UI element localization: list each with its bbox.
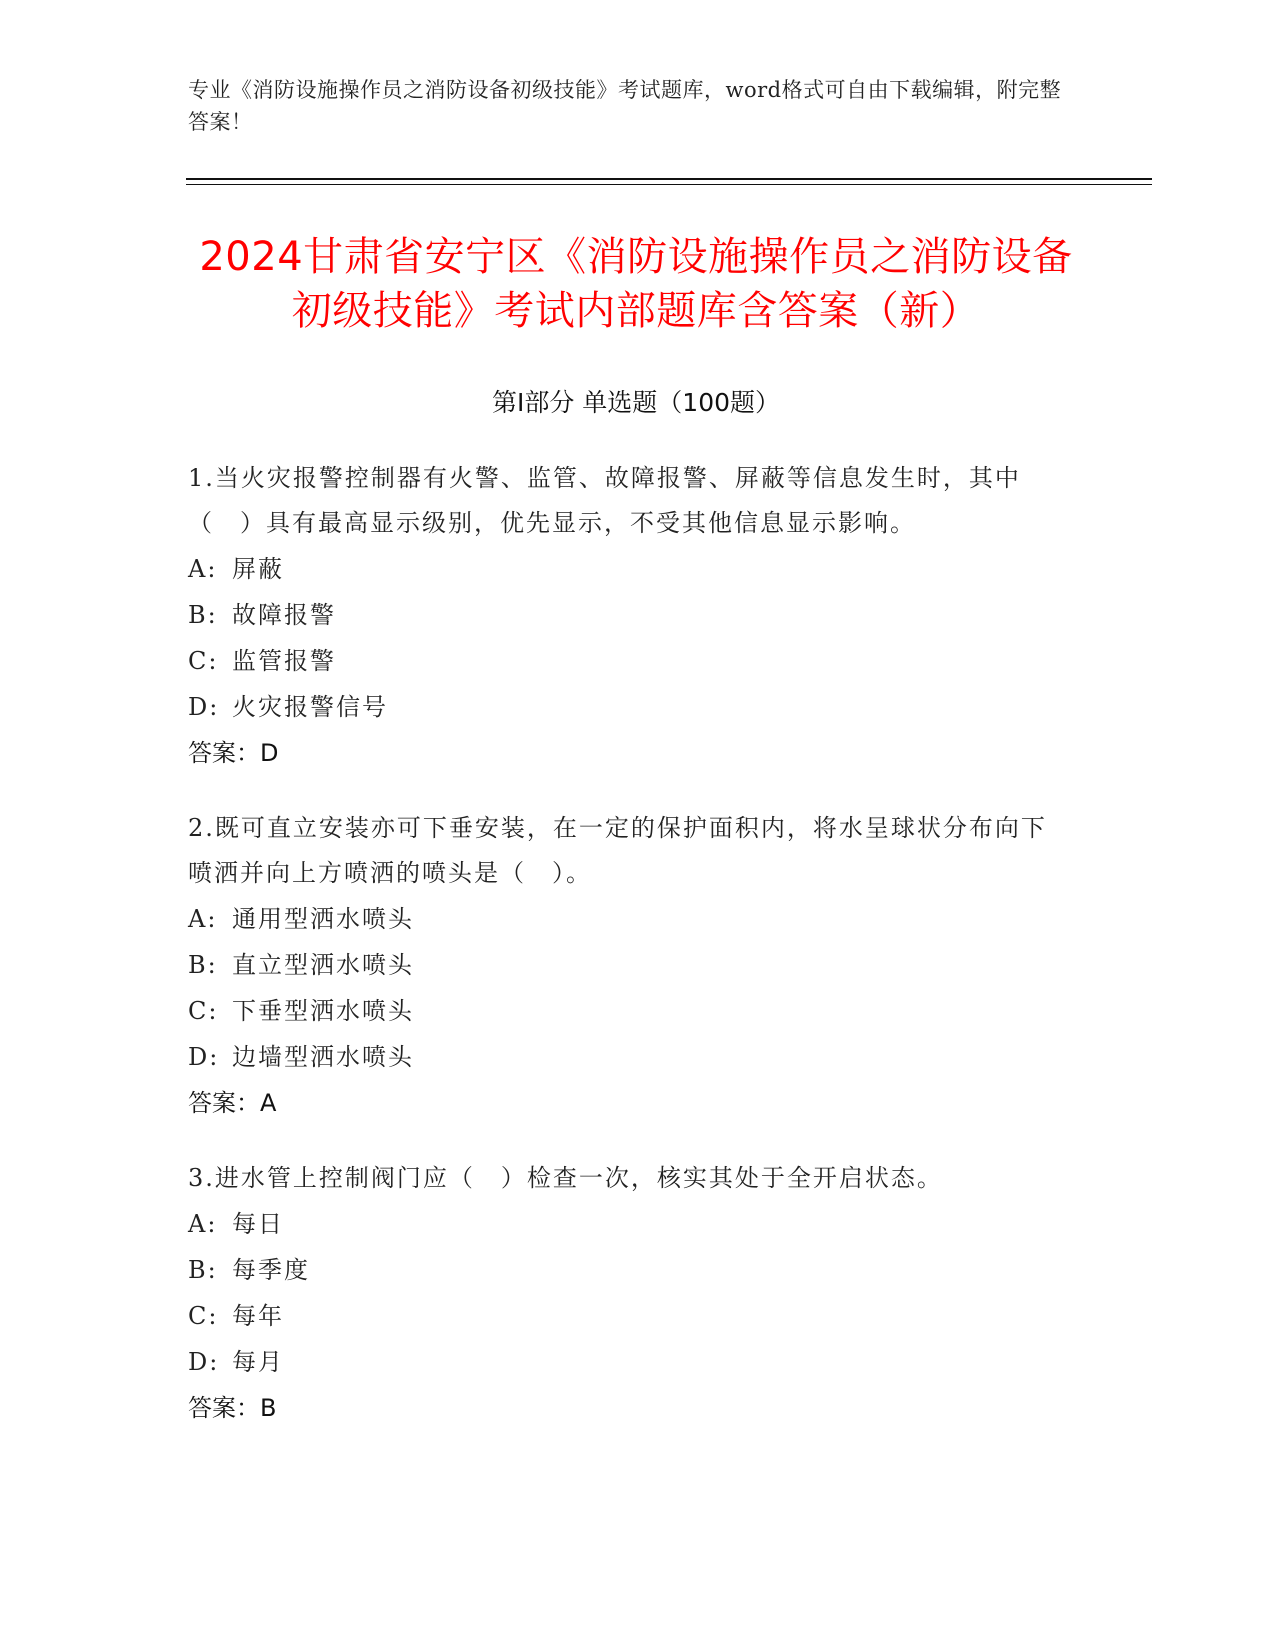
option-text: 屏蔽 — [232, 555, 284, 583]
option-a — [188, 896, 1068, 942]
option-letter: A: — [188, 905, 218, 933]
question-2 — [188, 806, 1068, 1126]
answer-line: 答案：B — [188, 1394, 277, 1422]
option-text: 下垂型洒水喷头 — [232, 997, 414, 1025]
option-b — [188, 592, 1068, 638]
option-d — [188, 1034, 1068, 1080]
answer-line: 答案：D — [188, 739, 279, 767]
option-letter: D: — [188, 1043, 220, 1071]
option-text: 每季度 — [232, 1256, 310, 1284]
option-d — [188, 684, 1068, 730]
option-letter: C: — [188, 1302, 219, 1330]
option-letter: A: — [188, 555, 218, 583]
option-letter: C: — [188, 997, 219, 1025]
option-letter: D: — [188, 1348, 220, 1376]
option-c — [188, 638, 1068, 684]
option-c — [188, 988, 1068, 1034]
question-stem: 3.进水管上控制阀门应（ ）检查一次，核实其处于全开启状态。 — [188, 1164, 943, 1192]
option-text: 每日 — [232, 1210, 284, 1238]
option-letter: B: — [188, 601, 218, 629]
question-stem: 2.既可直立安装亦可下垂安装，在一定的保护面积内，将水呈球状分布向下喷洒并向上方喷洒的喷头是（ ）。 — [188, 814, 1047, 887]
header-rule-thin — [186, 184, 1152, 185]
section-heading: 第I部分 单选题（100题） — [491, 388, 781, 417]
option-text: 每月 — [232, 1348, 284, 1376]
header-rule-thick — [186, 178, 1152, 180]
question-3 — [188, 1156, 1068, 1431]
option-c — [188, 1293, 1068, 1339]
option-text: 边墙型洒水喷头 — [232, 1043, 414, 1071]
option-text: 火灾报警信号 — [232, 693, 388, 721]
option-letter: B: — [188, 1256, 218, 1284]
option-letter: A: — [188, 1210, 218, 1238]
option-letter: C: — [188, 647, 219, 675]
option-text: 故障报警 — [232, 601, 336, 629]
option-letter: B: — [188, 951, 218, 979]
question-stem: 1.当火灾报警控制器有火警、监管、故障报警、屏蔽等信息发生时，其中（ ）具有最高显示级别，优先显示，不受其他信息显示影响。 — [188, 464, 1021, 537]
header-note: 专业《消防设施操作员之消防设备初级技能》考试题库，word格式可自由下载编辑，附完整答案！ — [188, 78, 1062, 134]
option-letter: D: — [188, 693, 220, 721]
option-b — [188, 942, 1068, 988]
option-b — [188, 1247, 1068, 1293]
option-text: 直立型洒水喷头 — [232, 951, 414, 979]
option-text: 监管报警 — [232, 647, 336, 675]
option-text: 通用型洒水喷头 — [232, 905, 414, 933]
option-text: 每年 — [232, 1302, 284, 1330]
document-title: 2024甘肃省安宁区《消防设施操作员之消防设备初级技能》考试内部题库含答案（新） — [199, 234, 1073, 334]
question-1 — [188, 456, 1068, 776]
option-a — [188, 546, 1068, 592]
option-a — [188, 1201, 1068, 1247]
option-d — [188, 1339, 1068, 1385]
answer-line: 答案：A — [188, 1089, 277, 1117]
